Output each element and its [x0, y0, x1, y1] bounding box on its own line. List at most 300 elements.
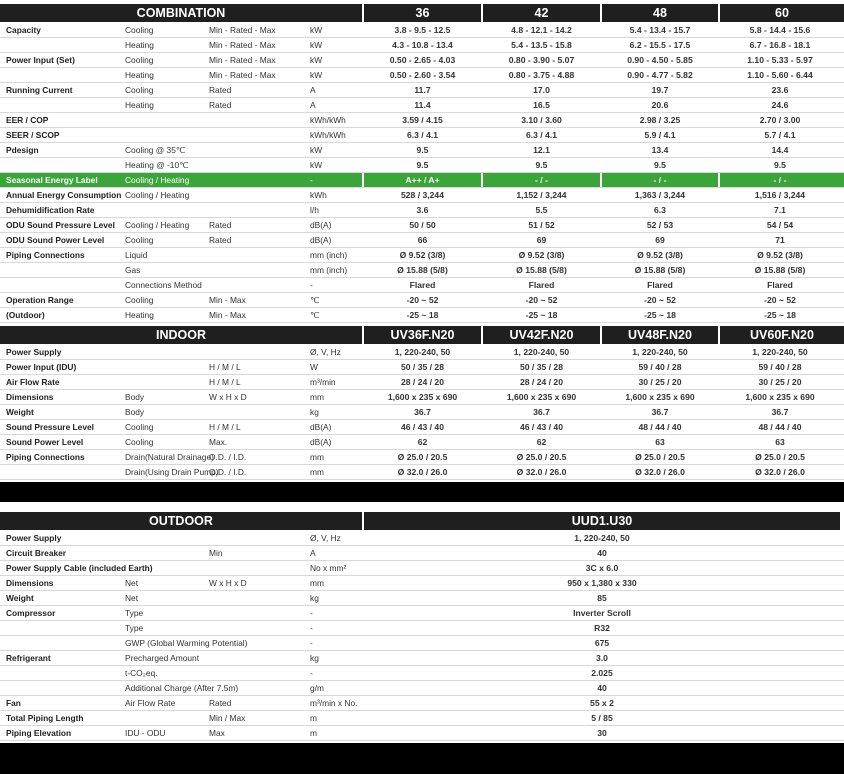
column-separator [600, 420, 602, 435]
column-separator [600, 53, 602, 68]
spec-value: Inverter Scroll [573, 608, 631, 618]
column-separator [362, 233, 364, 248]
spec-value: 63 [655, 437, 665, 447]
column-separator [481, 53, 483, 68]
indoor-header-cell: UV42F.N20 [483, 326, 600, 344]
spec-label: Sound Power Level [6, 437, 84, 447]
spec-value: 24.6 [771, 100, 789, 110]
spec-value: 19.7 [651, 85, 669, 95]
column-separator [718, 173, 720, 188]
spec-unit: No x mm² [310, 563, 347, 573]
spec-value: 66 [417, 235, 428, 245]
spec-unit: A [310, 85, 316, 95]
spec-label: Seasonal Energy Label [6, 175, 98, 185]
spec-value: 50 / 35 / 28 [519, 362, 563, 372]
spec-label: Power Supply [6, 347, 62, 357]
column-separator [600, 345, 602, 360]
spec-qualifier: Min - Rated - Max [209, 70, 276, 80]
spec-condition [125, 546, 211, 561]
column-separator [362, 278, 364, 293]
spec-condition: Cooling / Heating [125, 220, 190, 230]
spec-unit: dB(A) [310, 235, 332, 245]
spec-condition: Cooling [125, 55, 154, 65]
spec-value: 1,152 / 3,244 [516, 190, 567, 200]
column-separator [481, 38, 483, 53]
spec-unit: A [310, 100, 316, 110]
spec-qualifier: O.D. / I.D. [209, 452, 247, 462]
spec-qualifier [209, 188, 309, 203]
column-separator [600, 203, 602, 218]
spec-value: Ø 9.52 (3/8) [518, 250, 565, 260]
outdoor-spec-row [0, 711, 844, 726]
spec-value: -25 ~ 18 [764, 310, 796, 320]
spec-unit: kWh/kWh [310, 115, 346, 125]
column-separator [600, 263, 602, 278]
column-separator [362, 606, 364, 621]
column-separator [481, 308, 483, 323]
spec-qualifier: H / M / L [209, 362, 241, 372]
spec-qualifier [209, 606, 309, 621]
indoor-header-cell: UV60F.N20 [720, 326, 844, 344]
spec-condition: Heating @ -10℃ [125, 160, 189, 170]
spec-value: - / - [535, 175, 548, 185]
spec-value: 40 [597, 683, 607, 693]
spec-value: 51 / 52 [528, 220, 555, 230]
spec-value: 0.90 - 4.50 - 5.85 [627, 55, 693, 65]
column-separator [718, 465, 720, 480]
spec-unit: mm [310, 452, 324, 462]
indoor-spec-row [0, 390, 844, 405]
column-separator [718, 345, 720, 360]
spec-unit: - [310, 175, 313, 185]
spec-unit: dB(A) [310, 422, 332, 432]
spec-value: 36.7 [414, 407, 431, 417]
spec-condition [125, 711, 211, 726]
column-separator [718, 435, 720, 450]
spec-value: 528 / 3,244 [400, 190, 444, 200]
spec-condition: Drain(Natural Drainage) [125, 452, 214, 462]
spec-unit: ℃ [310, 310, 320, 320]
spec-value: 59 / 40 / 28 [758, 362, 802, 372]
spec-value: Flared [647, 280, 673, 290]
spec-value: 0.50 - 2.65 - 4.03 [389, 55, 456, 65]
column-separator [481, 83, 483, 98]
column-separator [362, 98, 364, 113]
spec-value: 5.9 / 4.1 [644, 130, 676, 140]
spec-qualifier [209, 681, 309, 696]
spec-value: -25 ~ 18 [406, 310, 439, 320]
spec-value: 40 [597, 548, 607, 558]
spec-unit: ℃ [310, 295, 320, 305]
spec-label: Piping Elevation [6, 728, 72, 738]
spec-value: 1, 220-240, 50 [574, 533, 630, 543]
spec-unit: kW [310, 55, 323, 65]
outdoor-spec-row [0, 591, 844, 606]
spec-condition: Cooling / Heating [125, 175, 190, 185]
spec-value: 11.4 [414, 100, 431, 110]
spec-label: ODU Sound Pressure Level [6, 220, 115, 230]
spec-value: 16.5 [533, 100, 550, 110]
spec-unit: - [310, 638, 313, 648]
outdoor-spec-row [0, 606, 844, 621]
column-separator [362, 450, 364, 465]
spec-unit: kWh [310, 190, 327, 200]
spec-label [6, 98, 122, 113]
column-separator [718, 263, 720, 278]
column-separator [362, 696, 364, 711]
spec-label [6, 621, 122, 636]
spec-label: Total Piping Length [6, 713, 84, 723]
column-separator [600, 293, 602, 308]
spec-value: 69 [536, 235, 547, 245]
column-separator [600, 38, 602, 53]
column-separator [362, 83, 364, 98]
spec-value: 13.4 [651, 145, 669, 155]
column-separator [718, 83, 720, 98]
row-divider [0, 322, 844, 323]
column-separator [600, 360, 602, 375]
spec-value: 12.1 [533, 145, 550, 155]
spec-qualifier [209, 621, 309, 636]
column-separator [481, 450, 483, 465]
column-separator [362, 360, 364, 375]
column-separator [481, 278, 483, 293]
column-separator [481, 128, 483, 143]
spec-qualifier: Rated [209, 100, 232, 110]
spec-value: 1,363 / 3,244 [634, 190, 686, 200]
spec-qualifier [209, 591, 309, 606]
column-separator [718, 68, 720, 83]
spec-qualifier: Min [209, 548, 223, 558]
spec-label [6, 681, 122, 696]
column-separator [481, 203, 483, 218]
column-separator [362, 248, 364, 263]
outdoor-spec-row [0, 561, 844, 576]
top-header-cell: 42 [483, 4, 600, 22]
spec-condition: Cooling @ 35℃ [125, 145, 186, 155]
spec-qualifier: Rated [209, 235, 232, 245]
column-separator [362, 38, 364, 53]
spec-value: 46 / 43 / 40 [519, 422, 563, 432]
spec-value: 4.8 - 12.1 - 14.2 [511, 25, 572, 35]
spec-qualifier [209, 345, 309, 360]
column-separator [718, 278, 720, 293]
spec-value: 28 / 24 / 20 [400, 377, 444, 387]
spec-unit: l/h [310, 205, 319, 215]
spec-value: 1.10 - 5.60 - 6.44 [747, 70, 813, 80]
column-separator [362, 711, 364, 726]
spec-unit: dB(A) [310, 437, 332, 447]
spec-value: 5 / 85 [591, 713, 613, 723]
top-spec-row [0, 158, 844, 173]
spec-qualifier [209, 405, 309, 420]
indoor-spec-row [0, 465, 844, 480]
spec-condition: Net [125, 593, 139, 603]
column-separator [600, 218, 602, 233]
column-separator [481, 345, 483, 360]
spec-condition: Cooling [125, 295, 154, 305]
top-header-cell: 60 [720, 4, 844, 22]
outdoor-spec-row [0, 681, 844, 696]
spec-value: 5.4 - 13.5 - 15.8 [511, 40, 572, 50]
spec-qualifier [209, 561, 309, 576]
spec-label: Fan [6, 698, 21, 708]
column-separator [718, 405, 720, 420]
column-separator [718, 53, 720, 68]
spec-value: 1, 220-240, 50 [513, 347, 570, 357]
column-separator [600, 23, 602, 38]
column-separator [600, 188, 602, 203]
column-separator [718, 450, 720, 465]
spec-unit: m [310, 728, 317, 738]
column-separator [481, 143, 483, 158]
top-header-cell: COMBINATION [0, 4, 362, 22]
column-separator [600, 248, 602, 263]
spec-value: Flared [409, 280, 436, 290]
spec-value: 6.3 / 4.1 [406, 130, 439, 140]
column-separator [718, 420, 720, 435]
column-separator [481, 293, 483, 308]
outdoor-header-cell: OUTDOOR [0, 512, 362, 530]
spec-value: 48 / 44 / 40 [638, 422, 682, 432]
column-separator [362, 128, 364, 143]
column-separator [718, 248, 720, 263]
column-separator [600, 143, 602, 158]
outdoor-header-cell: UUD1.U30 [364, 512, 840, 530]
spec-value: 6.2 - 15.5 - 17.5 [629, 40, 691, 50]
spec-label: Operation Range [6, 295, 74, 305]
spec-value: 59 / 40 / 28 [638, 362, 682, 372]
column-separator [600, 405, 602, 420]
column-separator [362, 68, 364, 83]
spec-value: Ø 15.88 (5/8) [397, 265, 448, 275]
spec-value: Ø 25.0 / 20.5 [516, 452, 567, 462]
spec-label [6, 158, 122, 173]
spec-qualifier: O.D. / I.D. [209, 467, 247, 477]
spec-qualifier: Max [209, 728, 225, 738]
top-header-cell: 36 [364, 4, 481, 22]
column-separator [718, 158, 720, 173]
spec-value: 5.7 / 4.1 [764, 130, 796, 140]
spec-value: 3.59 / 4.15 [402, 115, 443, 125]
top-header-row [0, 4, 844, 22]
spec-label: Power Supply Cable (included Earth) [6, 563, 153, 573]
spec-condition [125, 561, 211, 576]
column-separator [718, 98, 720, 113]
spec-value: 46 / 43 / 40 [400, 422, 444, 432]
column-separator [362, 23, 364, 38]
column-separator [600, 68, 602, 83]
outdoor-spec-row [0, 726, 844, 741]
spec-condition: Heating [125, 310, 154, 320]
spec-value: 9.5 [654, 160, 666, 170]
spec-condition [125, 345, 211, 360]
spec-condition: Net [125, 578, 139, 588]
spec-value: 6.3 / 4.1 [525, 130, 558, 140]
column-separator [600, 128, 602, 143]
spec-value: 55 x 2 [590, 698, 614, 708]
spec-qualifier [209, 263, 309, 278]
spec-value: 62 [417, 437, 428, 447]
spec-label [6, 38, 122, 53]
spec-unit: mm (inch) [310, 250, 348, 260]
outdoor-spec-row [0, 546, 844, 561]
spec-unit: kg [310, 593, 319, 603]
column-separator [600, 173, 602, 188]
spec-label: Dimensions [6, 392, 54, 402]
spec-condition: Type [125, 608, 144, 618]
spec-unit: - [310, 668, 313, 678]
column-separator [718, 128, 720, 143]
spec-condition [125, 203, 211, 218]
spec-label: Dehumidification Rate [6, 205, 95, 215]
spec-label: Power Input (Set) [6, 55, 75, 65]
spec-unit: m³/min x No. [310, 698, 358, 708]
spec-value: Flared [767, 280, 793, 290]
column-separator [362, 308, 364, 323]
column-separator [481, 113, 483, 128]
spec-label: Dimensions [6, 578, 54, 588]
top-spec-row [0, 83, 844, 98]
spec-value: Ø 32.0 / 26.0 [635, 467, 685, 477]
column-separator [718, 188, 720, 203]
column-separator [362, 726, 364, 741]
column-separator [362, 531, 364, 546]
spec-qualifier [209, 128, 309, 143]
column-separator [481, 360, 483, 375]
indoor-header-cell: UV36F.N20 [364, 326, 481, 344]
spec-qualifier [209, 531, 309, 546]
spec-value: 5.5 [535, 205, 548, 215]
indoor-spec-row [0, 360, 844, 375]
indoor-spec-row [0, 375, 844, 390]
spec-value: A++ / A+ [405, 175, 440, 185]
column-separator [600, 158, 602, 173]
spec-value: -20 ~ 52 [644, 295, 676, 305]
spec-qualifier [209, 158, 309, 173]
spec-value: Ø 32.0 / 26.0 [516, 467, 567, 477]
spec-qualifier: Min - Max [209, 310, 246, 320]
spec-condition: Heating [125, 40, 154, 50]
spec-condition: GWP (Global Warming Potential) [125, 638, 248, 648]
top-spec-row [0, 23, 844, 38]
spec-label: (Outdoor) [6, 310, 45, 320]
column-separator [481, 158, 483, 173]
spec-value: 54 / 54 [766, 220, 794, 230]
spec-qualifier [209, 113, 309, 128]
column-separator [718, 203, 720, 218]
spec-label: Annual Energy Consumption [6, 190, 122, 200]
outdoor-spec-row [0, 636, 844, 651]
top-spec-row [0, 113, 844, 128]
spec-value: 5.8 - 14.4 - 15.6 [749, 25, 811, 35]
spec-condition: Cooling [125, 25, 154, 35]
spec-value: 1,600 x 235 x 690 [625, 392, 695, 402]
outdoor-spec-row [0, 666, 844, 681]
column-separator [362, 188, 364, 203]
spec-condition: Gas [125, 265, 141, 275]
top-spec-row [0, 218, 844, 233]
indoor-spec-row [0, 435, 844, 450]
spec-value: Ø 9.52 (3/8) [637, 250, 683, 260]
spec-qualifier [209, 278, 309, 293]
spec-label: ODU Sound Power Level [6, 235, 105, 245]
spec-value: 3.8 - 9.5 - 12.5 [394, 25, 451, 35]
column-separator [362, 113, 364, 128]
spec-unit: Ø, V, Hz [310, 533, 341, 543]
column-separator [481, 263, 483, 278]
spec-condition: Heating [125, 100, 154, 110]
column-separator [718, 23, 720, 38]
spec-value: 69 [655, 235, 665, 245]
column-separator [481, 188, 483, 203]
spec-value: Ø 32.0 / 26.0 [397, 467, 448, 477]
top-spec-row [0, 173, 844, 188]
spec-value: 675 [594, 638, 610, 648]
spec-label: Pdesign [6, 145, 39, 155]
top-spec-row [0, 278, 844, 293]
spec-value: 28 / 24 / 20 [519, 377, 563, 387]
column-separator [481, 390, 483, 405]
spec-value: 52 / 53 [646, 220, 674, 230]
spec-value: 36.7 [771, 407, 789, 417]
spec-condition: Liquid [125, 250, 148, 260]
top-spec-row [0, 293, 844, 308]
spec-condition: Connections Method [125, 280, 202, 290]
column-separator [362, 345, 364, 360]
spec-value: 9.5 [774, 160, 786, 170]
spec-value: 1.10 - 5.33 - 5.97 [747, 55, 813, 65]
spec-value: 48 / 44 / 40 [758, 422, 802, 432]
spec-qualifier: Rated [209, 220, 232, 230]
column-separator [718, 233, 720, 248]
top-spec-row [0, 308, 844, 323]
top-spec-row [0, 53, 844, 68]
spec-value: 11.7 [414, 85, 431, 95]
column-separator [362, 651, 364, 666]
spec-condition: Precharged Amount [125, 653, 200, 663]
column-separator [718, 113, 720, 128]
top-spec-row [0, 233, 844, 248]
column-separator [600, 450, 602, 465]
spec-value: Ø 15.88 (5/8) [634, 265, 686, 275]
spec-value: -20 ~ 52 [764, 295, 796, 305]
column-separator [600, 375, 602, 390]
spec-qualifier [209, 248, 309, 263]
spec-label [6, 68, 122, 83]
column-separator [362, 576, 364, 591]
spec-value: 30 / 25 / 20 [638, 377, 682, 387]
column-separator [481, 173, 483, 188]
spec-value: 62 [536, 437, 547, 447]
spec-unit: kW [310, 70, 323, 80]
spec-label: Capacity [6, 25, 41, 35]
spec-value: 30 / 25 / 20 [758, 377, 802, 387]
column-separator [362, 435, 364, 450]
spec-value: Ø 25.0 / 20.5 [755, 452, 805, 462]
spec-unit: mm [310, 392, 324, 402]
spec-condition: Additional Charge (After 7.5m) [125, 683, 239, 693]
column-separator [481, 98, 483, 113]
column-separator [600, 465, 602, 480]
top-header-cell: 48 [602, 4, 718, 22]
column-separator [481, 233, 483, 248]
column-separator [362, 591, 364, 606]
spec-unit: g/m [310, 683, 324, 693]
column-separator [362, 405, 364, 420]
spec-value: 1, 220-240, 50 [394, 347, 451, 357]
outdoor-spec-row [0, 651, 844, 666]
